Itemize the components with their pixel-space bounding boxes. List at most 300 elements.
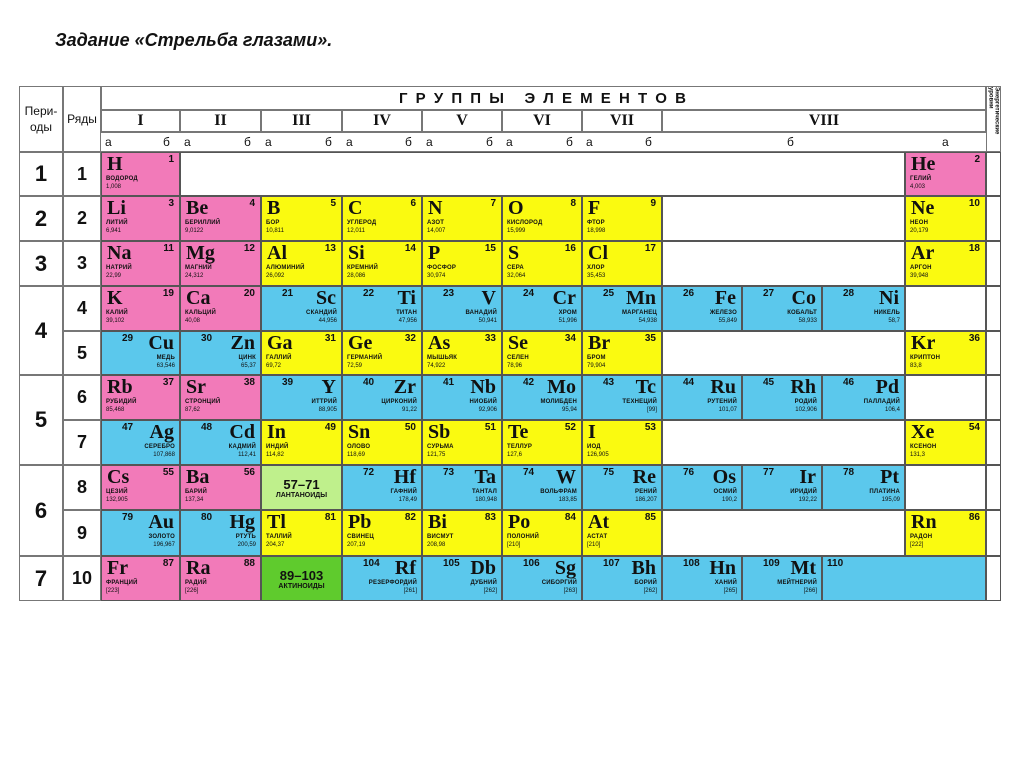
element-name: БОРИЙ [634,580,657,586]
atomic-number: 20 [243,288,255,299]
element-cell-li[interactable] [101,196,180,241]
element-cell-ru[interactable] [662,375,742,420]
element-cell-at[interactable] [582,510,662,556]
energy-level-cell [986,241,1001,286]
atomic-mass: 63,546 [156,363,175,369]
element-cell-mo[interactable] [502,375,582,420]
element-symbol: Hg [229,511,255,533]
energy-level-cell [986,152,1001,196]
element-cell-s[interactable] [502,241,582,286]
atomic-number: 42 [523,377,535,388]
atomic-mass: [263] [563,588,577,594]
element-symbol: Sr [186,376,206,398]
atomic-number: 23 [443,288,455,299]
element-name: УГЛЕРОД [347,220,377,226]
element-cell-db[interactable] [422,556,502,601]
element-cell-sc[interactable] [261,286,342,331]
element-cell-ir[interactable] [742,465,822,510]
element-cell-cu[interactable] [101,331,180,375]
element-cell-na[interactable] [101,241,180,286]
element-cell-rf[interactable] [342,556,422,601]
group-header-7: VII [582,110,662,132]
element-cell-mg[interactable] [180,241,261,286]
atomic-number: 76 [683,467,695,478]
element-cell-pt[interactable] [822,465,905,510]
subgroup-label-a: а [426,135,433,149]
element-cell-y[interactable] [261,375,342,420]
element-name: ФРАНЦИЙ [106,580,138,586]
element-cell-mn[interactable] [582,286,662,331]
subgroup-label-a: а [105,135,112,149]
atomic-mass: 91,22 [401,407,417,413]
atomic-mass: 12,011 [347,228,365,234]
empty-cell [662,196,905,241]
element-name: ИТТРИЙ [311,399,337,405]
element-symbol: Li [107,197,126,219]
element-name: ЦИНК [238,355,256,361]
atomic-mass: 101,07 [718,407,737,413]
row-8: 8 [63,465,101,510]
element-symbol: Nb [470,376,496,398]
atomic-mass: 127,6 [507,452,523,458]
element-cell-c[interactable] [342,196,422,241]
atomic-mass: 47,956 [398,318,417,324]
element-name: МАГНИЙ [185,265,212,271]
element-cell-xe[interactable] [905,420,986,465]
element-symbol: Mn [626,287,656,309]
element-cell-rh[interactable] [742,375,822,420]
element-symbol: Rf [394,557,416,579]
element-cell-hf[interactable] [342,465,422,510]
atomic-mass: [265] [723,588,737,594]
element-symbol: Te [508,421,529,443]
atomic-mass: 32,064 [507,273,526,279]
atomic-number: 34 [564,333,576,344]
element-cell-hn[interactable] [662,556,742,601]
atomic-mass: 1,008 [106,184,122,190]
element-name: ОСМИЙ [713,489,737,495]
element-cell-fr[interactable] [101,556,180,601]
element-symbol: Rn [911,511,937,533]
element-symbol: Ag [149,421,174,443]
atomic-number: 80 [201,512,213,523]
element-symbol: Zn [230,332,255,354]
element-cell-tc[interactable] [582,375,662,420]
atomic-mass: 44,956 [318,318,337,324]
atomic-number: 49 [324,422,336,433]
element-cell-cd[interactable] [180,420,261,465]
atomic-mass: 6,941 [106,228,122,234]
atomic-mass: 54,938 [638,318,657,324]
element-name: ИОД [587,444,601,450]
atomic-number: 31 [324,333,336,344]
atomic-mass: 18,998 [587,228,606,234]
element-cell-110[interactable] [822,556,986,601]
atomic-number: 33 [484,333,496,344]
row-3: 3 [63,241,101,286]
atomic-number: 9 [650,198,656,209]
element-cell-bh[interactable] [582,556,662,601]
atomic-number: 53 [644,422,656,433]
element-cell-in[interactable] [261,420,342,465]
element-cell-ba[interactable] [180,465,261,510]
energy-level-cell [986,375,1001,420]
element-symbol: Mg [186,242,215,264]
atomic-mass: 55,849 [718,318,737,324]
empty-cell [905,375,986,420]
element-name: СУРЬМА [427,444,454,450]
element-cell-rb[interactable] [101,375,180,420]
element-name: ТИТАН [396,310,417,316]
atomic-number: 51 [484,422,496,433]
series-name: АКТИНОИДЫ [278,582,325,590]
element-name: МОЛИБДЕН [540,399,577,405]
atomic-number: 6 [410,198,416,209]
element-symbol: C [348,197,363,219]
atomic-mass: 126,905 [587,452,609,458]
atomic-number: 1 [168,154,174,165]
atomic-number: 109 [763,558,780,569]
element-cell-f[interactable] [582,196,662,241]
element-symbol: Al [267,242,287,264]
atomic-mass: 24,312 [185,273,204,279]
element-symbol: S [508,242,520,264]
atomic-number: 37 [162,377,174,388]
atomic-mass: [222] [910,542,924,548]
element-name: ПОЛОНИЙ [507,534,540,540]
element-cell-sn[interactable] [342,420,422,465]
element-cell-po[interactable] [502,510,582,556]
element-symbol: Ar [911,242,935,264]
element-cell-ga[interactable] [261,331,342,375]
actinides-cell[interactable] [261,556,342,601]
subgroup-row [101,132,986,152]
element-name: ГЕРМАНИЙ [347,355,383,361]
atomic-number: 88 [243,558,255,569]
element-symbol: Ca [186,287,211,309]
element-cell-ge[interactable] [342,331,422,375]
element-cell-tl[interactable] [261,510,342,556]
atomic-number: 104 [363,558,380,569]
series-range: 57–71 [283,476,320,492]
element-name: ДУБНИЙ [470,580,497,586]
element-symbol: Se [508,332,528,354]
atomic-number: 12 [243,243,255,254]
atomic-number: 87 [162,558,174,569]
element-name: ИРИДИЙ [790,489,817,495]
empty-cell [662,241,905,286]
element-name: РАДИЙ [185,580,207,586]
element-cell-co[interactable] [742,286,822,331]
atomic-number: 19 [162,288,174,299]
element-cell-hg[interactable] [180,510,261,556]
element-cell-te[interactable] [502,420,582,465]
element-cell-os[interactable] [662,465,742,510]
atomic-number: 25 [603,288,615,299]
element-symbol: Ra [186,557,211,579]
atomic-mass: 114,82 [266,452,284,458]
element-symbol: Sc [316,287,336,309]
element-symbol: At [588,511,610,533]
element-symbol: Mt [790,557,816,579]
element-symbol: Pb [348,511,372,533]
element-symbol: As [428,332,451,354]
element-cell-kr[interactable] [905,331,986,375]
element-cell-ag[interactable] [101,420,180,465]
element-cell-p[interactable] [422,241,502,286]
atomic-number: 73 [443,467,455,478]
atomic-number: 106 [523,558,540,569]
element-cell-se[interactable] [502,331,582,375]
element-cell-b[interactable] [261,196,342,241]
period-7: 7 [19,556,63,601]
element-name: БЕРИЛЛИЙ [185,220,221,226]
element-cell-w[interactable] [502,465,582,510]
element-symbol: Y [321,376,336,398]
element-symbol: Cl [588,242,608,264]
atomic-mass: 195,09 [881,497,900,503]
element-cell-nb[interactable] [422,375,502,420]
subgroup-label-a: а [346,135,353,149]
element-cell-ca[interactable] [180,286,261,331]
atomic-number: 17 [644,243,656,254]
element-name: ФТОР [587,220,605,226]
element-name: РОДИЙ [794,399,817,405]
energy-level-cell [986,510,1001,556]
atomic-mass: 88,905 [318,407,337,413]
atomic-mass: 107,868 [153,452,175,458]
element-cell-k[interactable] [101,286,180,331]
subgroup-label-b: б [163,135,170,149]
atomic-mass: 92,906 [478,407,497,413]
atomic-mass: 102,906 [795,407,817,413]
element-cell-pb[interactable] [342,510,422,556]
element-symbol: O [508,197,524,219]
atomic-number: 18 [968,243,980,254]
row-2: 2 [63,196,101,241]
atomic-mass: [262] [483,588,497,594]
atomic-mass: [99] [646,407,657,413]
element-name: НИКЕЛЬ [873,310,900,316]
element-cell-al[interactable] [261,241,342,286]
energy-levels-header: Энергетические уровни [986,86,1001,152]
element-cell-ta[interactable] [422,465,502,510]
atomic-mass: 22,99 [106,273,122,279]
element-name: АЗОТ [427,220,445,226]
element-symbol: Pd [875,376,899,398]
atomic-mass: 35,453 [587,273,606,279]
element-cell-rn[interactable] [905,510,986,556]
element-cell-ni[interactable] [822,286,905,331]
atomic-mass: 183,85 [558,497,577,503]
element-symbol: Au [148,511,174,533]
atomic-mass: 196,967 [153,542,175,548]
element-cell-v[interactable] [422,286,502,331]
atomic-number: 8 [570,198,576,209]
element-cell-i[interactable] [582,420,662,465]
element-name: КАЛЬЦИЙ [185,310,216,316]
element-name: СЕЛЕН [507,355,529,361]
element-name: ИНДИЙ [266,444,289,450]
atomic-number: 16 [564,243,576,254]
element-name: РУБИДИЙ [106,399,137,405]
atomic-mass: 186,207 [635,497,657,503]
atomic-mass: 39,102 [106,318,125,324]
element-cell-cs[interactable] [101,465,180,510]
element-name: ВОДОРОД [106,176,138,182]
element-name: РЕНИЙ [635,489,657,495]
element-symbol: Db [470,557,496,579]
atomic-mass: 132,905 [106,497,128,503]
atomic-mass: 65,37 [240,363,256,369]
element-name: КРИПТОН [910,355,941,361]
element-cell-fe[interactable] [662,286,742,331]
subgroup-label-b: б [244,135,251,149]
element-cell-zr[interactable] [342,375,422,420]
element-cell-cl[interactable] [582,241,662,286]
element-name: РАДОН [910,534,933,540]
atomic-mass: 39,948 [910,273,929,279]
atomic-number: 72 [363,467,375,478]
atomic-number: 24 [523,288,535,299]
row-7: 7 [63,420,101,465]
period-1: 1 [19,152,63,196]
atomic-number: 3 [168,198,174,209]
atomic-mass: 95,94 [561,407,577,413]
element-name: ЗОЛОТО [148,534,175,540]
element-cell-ne[interactable] [905,196,986,241]
element-symbol: Be [186,197,209,219]
element-name: ПЛАТИНА [869,489,900,495]
element-symbol: B [267,197,281,219]
row-4: 4 [63,286,101,331]
element-cell-au[interactable] [101,510,180,556]
group-header-8: VIII [662,110,986,132]
atomic-mass: 207,19 [347,542,366,548]
atomic-mass: 69,72 [266,363,282,369]
element-cell-n[interactable] [422,196,502,241]
atomic-mass: [266] [803,588,817,594]
period-6: 6 [19,465,63,556]
element-symbol: Pt [880,466,899,488]
element-cell-sb[interactable] [422,420,502,465]
element-cell-ra[interactable] [180,556,261,601]
element-symbol: K [107,287,123,309]
atomic-mass: [223] [106,588,120,594]
element-symbol: Rb [107,376,133,398]
element-cell-si[interactable] [342,241,422,286]
element-symbol: Ir [799,466,816,488]
atomic-mass: 50,941 [478,318,497,324]
element-cell-ar[interactable] [905,241,986,286]
element-name: БАРИЙ [185,489,208,495]
atomic-mass: [261] [403,588,417,594]
element-symbol: Cr [552,287,576,309]
atomic-mass: 14,007 [427,228,446,234]
atomic-number: 15 [484,243,496,254]
group-header-4: IV [342,110,422,132]
atomic-mass: 15,999 [507,228,526,234]
empty-cell [905,286,986,331]
energy-level-cell [986,556,1001,601]
element-cell-as[interactable] [422,331,502,375]
element-cell-re[interactable] [582,465,662,510]
element-symbol: Br [588,332,611,354]
element-cell-pd[interactable] [822,375,905,420]
atomic-mass: 58,7 [888,318,900,324]
element-name: ХЛОР [587,265,605,271]
element-cell-h[interactable] [101,152,180,196]
subgroup-label-a: а [586,135,593,149]
element-symbol: In [267,421,286,443]
atomic-number: 2 [974,154,980,165]
energy-level-cell [986,331,1001,375]
atomic-mass: 208,98 [427,542,446,548]
element-symbol: Cs [107,466,130,488]
atomic-number: 47 [122,422,134,433]
element-name: РУТЕНИЙ [707,399,737,405]
group-header-6: VI [502,110,582,132]
atomic-mass: 121,75 [427,452,446,458]
element-cell-mt[interactable] [742,556,822,601]
element-cell-be[interactable] [180,196,261,241]
atomic-number: 81 [324,512,336,523]
atomic-number: 41 [443,377,455,388]
lanthanides-cell[interactable] [261,465,342,510]
element-symbol: Bi [428,511,447,533]
atomic-number: 54 [968,422,980,433]
row-6: 6 [63,375,101,420]
element-cell-sr[interactable] [180,375,261,420]
row-5: 5 [63,331,101,375]
atomic-mass: 178,49 [398,497,417,503]
element-cell-he[interactable] [905,152,986,196]
element-symbol: Si [348,242,365,264]
row-9: 9 [63,510,101,556]
element-cell-cr[interactable] [502,286,582,331]
element-cell-sg[interactable] [502,556,582,601]
atomic-mass: 26,092 [266,273,285,279]
periods-header: Пери- оды [19,86,63,152]
element-name: НАТРИЙ [106,265,132,271]
atomic-mass: 79,904 [587,363,606,369]
subgroup-label-b: б [787,135,794,149]
atomic-number: 14 [404,243,416,254]
atomic-number: 55 [162,467,174,478]
element-symbol: Na [107,242,132,264]
energy-level-cell [986,286,1001,331]
element-cell-bi[interactable] [422,510,502,556]
element-name: ТЕЛЛУР [507,444,533,450]
element-symbol: Rh [790,376,816,398]
atomic-mass: 83,8 [910,363,922,369]
atomic-mass: 10,811 [266,228,284,234]
period-4: 4 [19,286,63,375]
element-cell-br[interactable] [582,331,662,375]
element-cell-ti[interactable] [342,286,422,331]
atomic-mass: 131,3 [910,452,926,458]
atomic-number: 7 [490,198,496,209]
element-name: КСЕНОН [910,444,937,450]
atomic-number: 75 [603,467,615,478]
element-symbol: Sg [554,557,576,579]
element-cell-zn[interactable] [180,331,261,375]
atomic-mass: 74,922 [427,363,446,369]
row-1: 1 [63,152,101,196]
element-cell-o[interactable] [502,196,582,241]
atomic-mass: [262] [643,588,657,594]
series-name: ЛАНТАНОИДЫ [275,491,328,499]
